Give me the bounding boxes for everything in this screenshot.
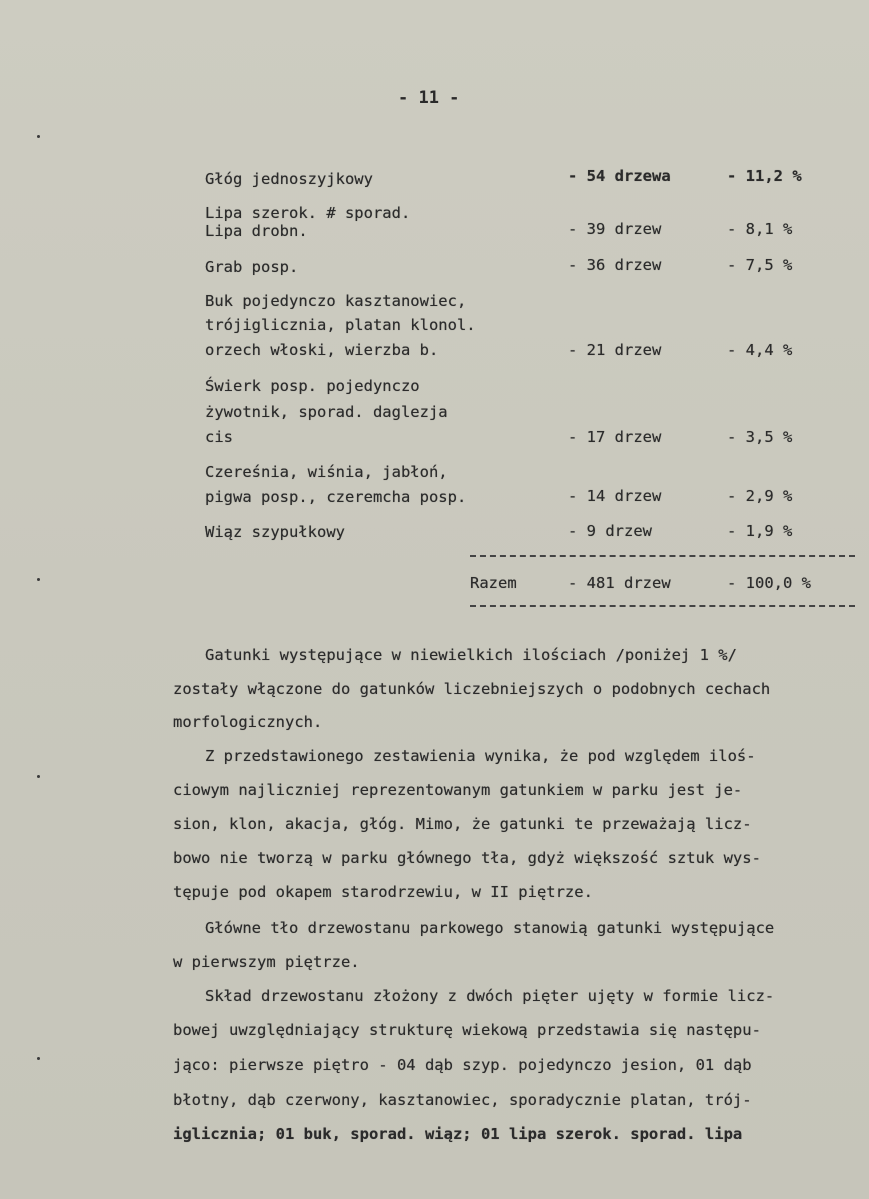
species-percent: - 3,5 %	[727, 428, 793, 446]
species-name-line: Buk pojedynczo kasztanowiec,	[205, 292, 467, 310]
species-count: - 36 drzew	[568, 256, 662, 274]
species-name-line: orzech włoski, wierzba b.	[205, 341, 439, 359]
species-name-line: cis	[205, 428, 233, 446]
paragraph-line: Główne tło drzewostanu parkowego stanowią gatunki występujące	[205, 919, 775, 937]
species-name-line: Lipa szerok. # sporad.	[205, 204, 411, 222]
species-name-line: pigwa posp., czeremcha posp.	[205, 488, 467, 506]
scan-speck	[37, 135, 40, 138]
paragraph-line: jąco: pierwsze piętro - 04 dąb szyp. pojedynczo jesion, 01 dąb	[173, 1056, 752, 1074]
total-count: - 481 drzew	[568, 574, 671, 592]
species-name-line: Świerk posp. pojedynczo	[205, 377, 420, 395]
species-name-line: Grab posp.	[205, 258, 299, 276]
paragraph-line: bowo nie tworzą w parku głównego tła, gdyż większość sztuk wys-	[173, 849, 761, 867]
scan-speck	[37, 775, 40, 778]
paragraph-line: ciowym najliczniej reprezentowanym gatunkiem w parku jest je-	[173, 781, 743, 799]
species-count: - 54 drzewa	[568, 167, 671, 185]
species-percent: - 7,5 %	[727, 256, 793, 274]
species-percent: - 11,2 %	[727, 167, 802, 185]
scan-speck	[37, 578, 40, 581]
total-label: Razem	[470, 574, 517, 592]
species-count: - 17 drzew	[568, 428, 662, 446]
species-count: - 14 drzew	[568, 487, 662, 505]
table-divider	[470, 605, 855, 607]
paragraph-line: tępuje pod okapem starodrzewiu, w II piętrze.	[173, 883, 593, 901]
paragraph-line: zostały włączone do gatunków liczebniejszych o podobnych cechach	[173, 680, 771, 698]
table-divider	[470, 555, 855, 557]
page-number: - 11 -	[398, 88, 460, 108]
paragraph-line: bowej uwzględniający strukturę wiekową przedstawia się następu-	[173, 1021, 761, 1039]
species-percent: - 8,1 %	[727, 220, 793, 238]
paragraph-line: Z przedstawionego zestawienia wynika, że pod względem iloś-	[205, 747, 756, 765]
species-name-line: Wiąz szypułkowy	[205, 523, 345, 541]
paragraph-line: błotny, dąb czerwony, kasztanowiec, sporadycznie platan, trój-	[173, 1091, 752, 1109]
scan-speck	[37, 1057, 40, 1060]
species-percent: - 4,4 %	[727, 341, 793, 359]
species-name-line: Lipa drobn.	[205, 222, 308, 240]
species-name-line: trójiglicznia, platan klonol.	[205, 316, 476, 334]
paragraph-line: morfologicznych.	[173, 713, 323, 731]
species-count: - 21 drzew	[568, 341, 662, 359]
paragraph-line: w pierwszym piętrze.	[173, 953, 360, 971]
species-percent: - 1,9 %	[727, 522, 793, 540]
species-name-line: Czereśnia, wiśnia, jabłoń,	[205, 463, 448, 481]
species-name-line: żywotnik, sporad. daglezja	[205, 403, 448, 421]
species-count: - 9 drzew	[568, 522, 652, 540]
species-name-line: Głóg jednoszyjkowy	[205, 170, 373, 188]
species-percent: - 2,9 %	[727, 487, 793, 505]
paragraph-line: sion, klon, akacja, głóg. Mimo, że gatunki te przeważają licz-	[173, 815, 752, 833]
paragraph-line: Skład drzewostanu złożony z dwóch pięter ujęty w formie licz-	[205, 987, 775, 1005]
paragraph-line: iglicznia; 01 buk, sporad. wiąz; 01 lipa szerok. sporad. lipa	[173, 1125, 743, 1143]
total-percent: - 100,0 %	[727, 574, 811, 592]
paragraph-line: Gatunki występujące w niewielkich ilościach /poniżej 1 %/	[205, 646, 737, 664]
species-count: - 39 drzew	[568, 220, 662, 238]
